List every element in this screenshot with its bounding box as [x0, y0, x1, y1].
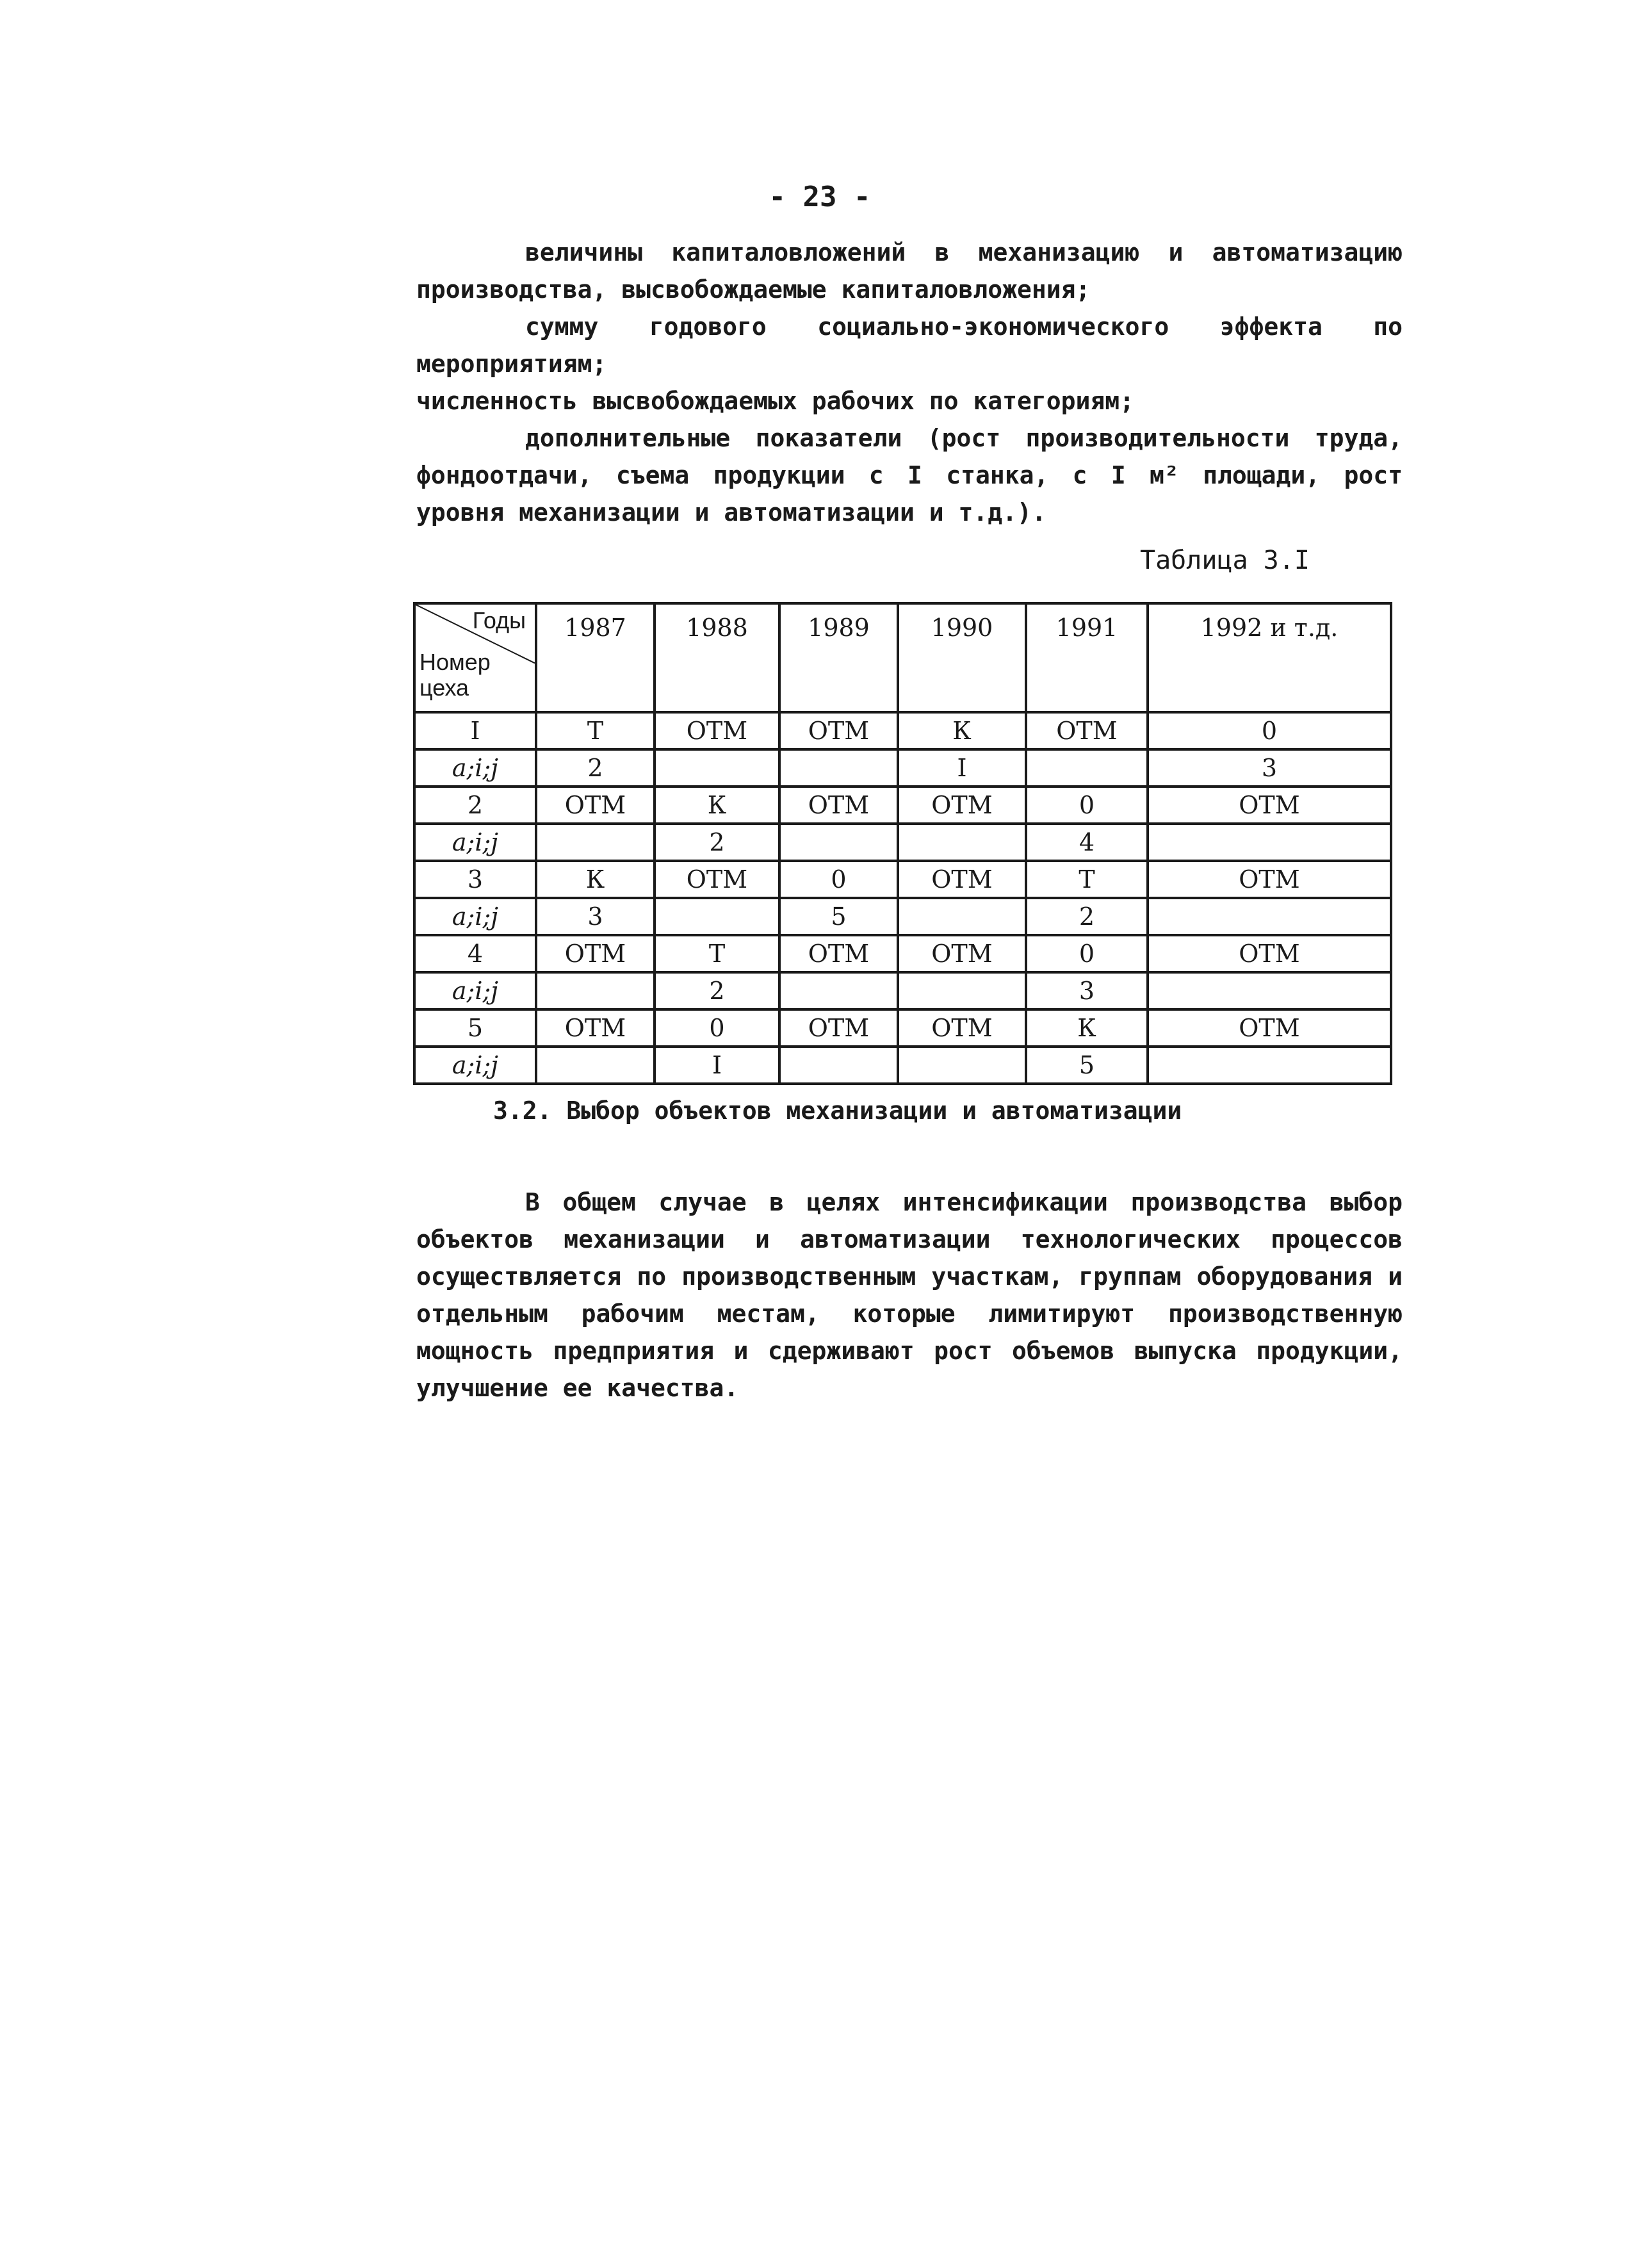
table-row [414, 898, 1391, 935]
table-cell: К [655, 787, 779, 824]
table-cell [1148, 824, 1391, 861]
table-cell [655, 898, 779, 935]
table-row [414, 1009, 1391, 1047]
year-header: 1988 [655, 603, 779, 712]
table-cell: I [655, 1047, 779, 1084]
table-cell: 0 [655, 1009, 779, 1047]
table-caption: Таблица 3.I [1140, 546, 1310, 575]
table-cell [1148, 1047, 1391, 1084]
table-cell: 2 [655, 972, 779, 1009]
page-number: - 2З - [769, 181, 871, 213]
table-cell: ОТМ [1148, 935, 1391, 972]
body-paragraph: В общем случае в целях интенсификации производства выбор объектов механизации и автоматизации технологических процессов осуществляется по производственным участкам, группам оборудования и отдельным рабочим местам, которые лимитируют производственную мощность предприятия и сдерживают рост объемов выпуска продукции, улучшение ее качества. [416, 1188, 1403, 1402]
table-cell [779, 972, 898, 1009]
row-label-index: a;i;j [414, 898, 536, 935]
year-header: 1987 [536, 603, 655, 712]
table-corner-cell [414, 603, 536, 712]
section-heading: 3.2. Выбор объектов механизации и автоматизации [493, 1097, 1182, 1125]
table-cell: 0 [779, 861, 898, 898]
table-cell: ОТМ [779, 712, 898, 749]
table-cell: ОТМ [779, 1009, 898, 1047]
table-cell [536, 824, 655, 861]
row-label-workshop: 2 [414, 787, 536, 824]
table-cell [779, 749, 898, 787]
table-cell: Т [1026, 861, 1148, 898]
row-label-workshop: 3 [414, 861, 536, 898]
table-cell: ОТМ [536, 787, 655, 824]
corner-label-workshop: Номер цеха [419, 649, 491, 701]
row-label-workshop: 4 [414, 935, 536, 972]
table-cell: ОТМ [1148, 1009, 1391, 1047]
table-cell: К [898, 712, 1026, 749]
table-cell [779, 1047, 898, 1084]
table-cell [536, 1047, 655, 1084]
table-cell: Т [536, 712, 655, 749]
row-label-workshop: I [414, 712, 536, 749]
table-row [414, 787, 1391, 824]
table-row [414, 861, 1391, 898]
table-cell [1026, 749, 1148, 787]
table-cell: ОТМ [779, 787, 898, 824]
table-cell [779, 824, 898, 861]
row-label-workshop: 5 [414, 1009, 536, 1047]
table-header-row [414, 603, 1391, 712]
year-header: 1990 [898, 603, 1026, 712]
table-cell: ОТМ [655, 712, 779, 749]
table-row [414, 1047, 1391, 1084]
table-cell [655, 749, 779, 787]
table-cell: ОТМ [536, 1009, 655, 1047]
table-cell: 3 [1026, 972, 1148, 1009]
table-cell: ОТМ [898, 787, 1026, 824]
table-cell: ОТМ [655, 861, 779, 898]
table-cell: I [898, 749, 1026, 787]
table-cell [1148, 972, 1391, 1009]
intro-paragraph-2: сумму годового социально-экономического эффекта по мероприятиям; [416, 313, 1403, 378]
intro-paragraph-3: численность высвобождаемых рабочих по категориям; [416, 387, 1135, 415]
table-cell: ОТМ [1148, 861, 1391, 898]
table-cell: 2 [1026, 898, 1148, 935]
table-cell [898, 824, 1026, 861]
table-cell: ОТМ [898, 1009, 1026, 1047]
table-cell: ОТМ [898, 935, 1026, 972]
year-header: 1992 и т.д. [1148, 603, 1391, 712]
intro-text [416, 234, 1403, 531]
table-cell: 0 [1148, 712, 1391, 749]
table-cell: 0 [1026, 935, 1148, 972]
schedule-table [413, 602, 1392, 1085]
table-row [414, 935, 1391, 972]
table-cell: ОТМ [779, 935, 898, 972]
corner-label-years: Годы [472, 607, 526, 633]
table-cell [1148, 898, 1391, 935]
table-cell: 5 [779, 898, 898, 935]
table-cell: Т [655, 935, 779, 972]
table-cell: ОТМ [898, 861, 1026, 898]
table-row [414, 749, 1391, 787]
year-header: 1991 [1026, 603, 1148, 712]
table-cell: ОТМ [1148, 787, 1391, 824]
table-cell: ОТМ [536, 935, 655, 972]
table-cell [898, 1047, 1026, 1084]
table-row [414, 712, 1391, 749]
row-label-index: a;i;j [414, 749, 536, 787]
table-cell: 2 [655, 824, 779, 861]
table-cell: ОТМ [1026, 712, 1148, 749]
row-label-index: a;i;j [414, 972, 536, 1009]
intro-paragraph-1: величины капиталовложений в механизацию и автоматизацию производства, высвобождаемые капиталовложения; [416, 238, 1403, 304]
table-cell: К [1026, 1009, 1148, 1047]
table-cell: К [536, 861, 655, 898]
table-cell: 5 [1026, 1047, 1148, 1084]
table-row [414, 824, 1391, 861]
table-cell: 3 [536, 898, 655, 935]
row-label-index: a;i;j [414, 1047, 536, 1084]
table-row [414, 972, 1391, 1009]
year-header: 1989 [779, 603, 898, 712]
table-cell: 4 [1026, 824, 1148, 861]
table-cell: 0 [1026, 787, 1148, 824]
body-text [416, 1184, 1403, 1407]
table-cell: 2 [536, 749, 655, 787]
table-cell [898, 898, 1026, 935]
intro-paragraph-4: дополнительные показатели (рост производительности труда, фондоотдачи, съема продукции с I станка, с I м² площади, рост уровня механизации и автоматизации и т.д.). [416, 424, 1403, 526]
row-label-index: a;i;j [414, 824, 536, 861]
table-cell [536, 972, 655, 1009]
table-cell: 3 [1148, 749, 1391, 787]
table-cell [898, 972, 1026, 1009]
